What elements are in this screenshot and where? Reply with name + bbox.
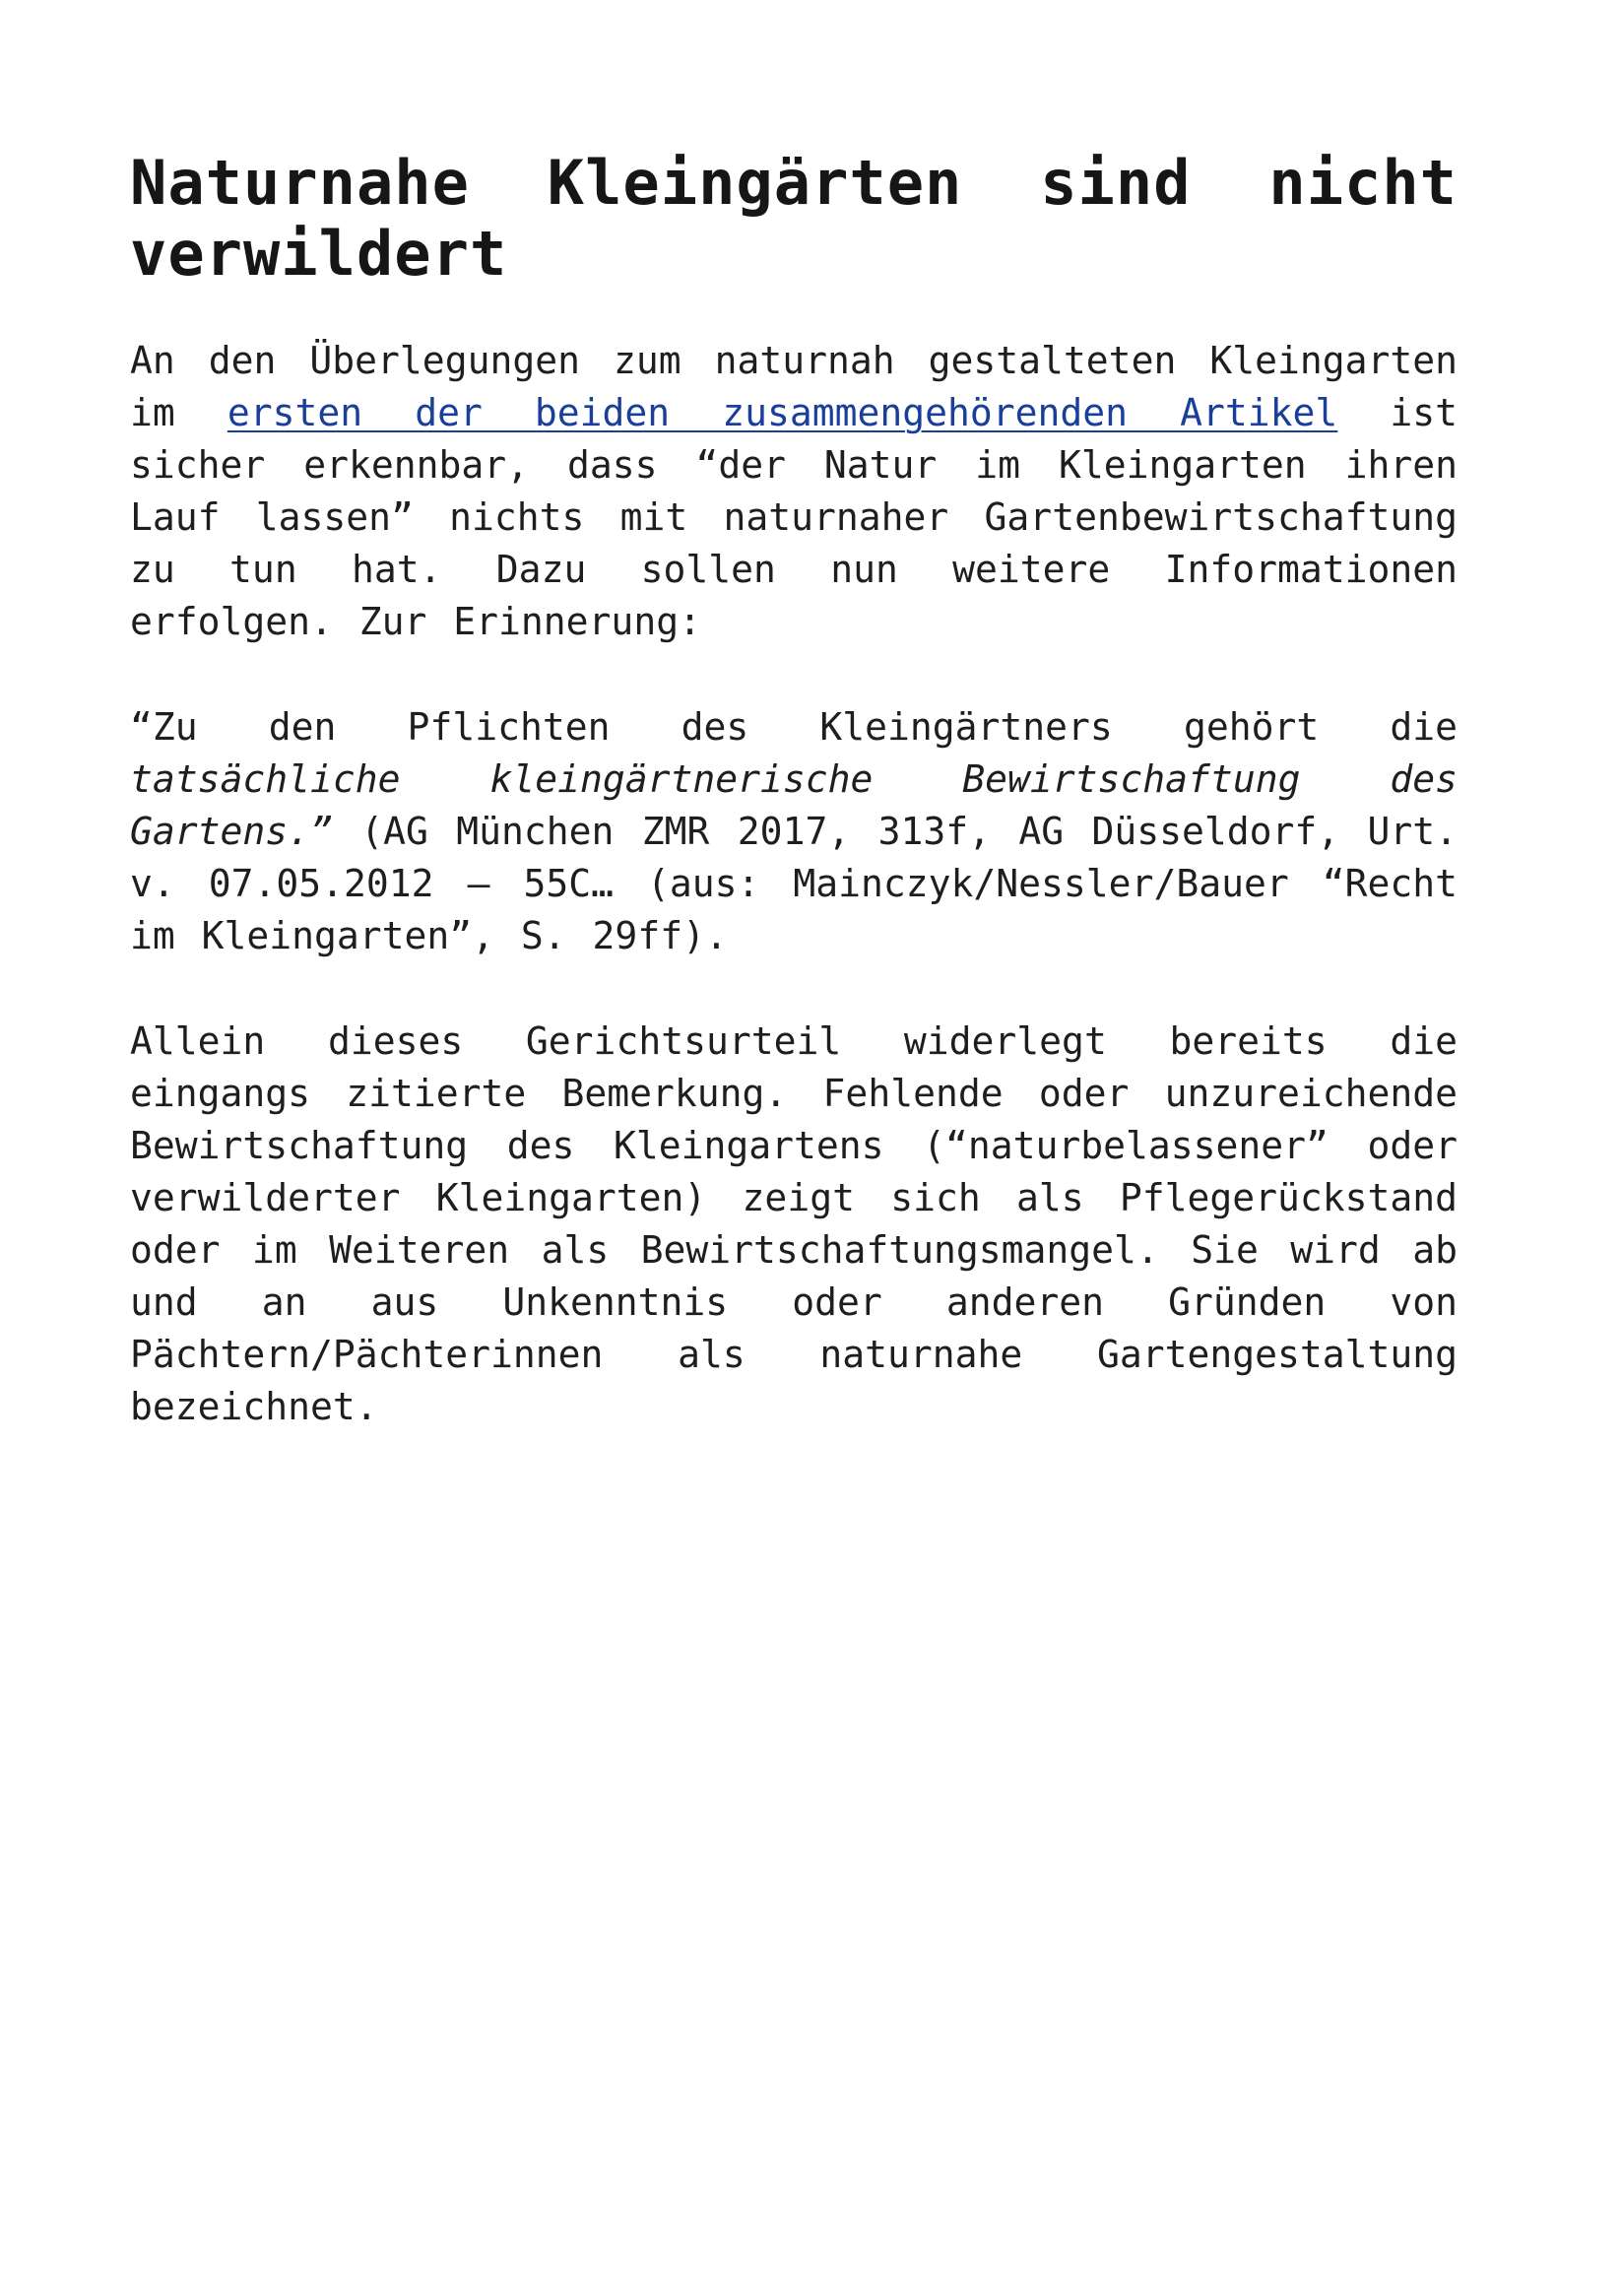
quote-italic-text: tatsächliche kleingärtnerische Bewirtschaftung des Gartens.”: [130, 757, 1458, 853]
intro-text-after-link: ist sicher erkennbar, dass “der Natur im Kleingarten ihren Lauf lassen” nichts mit naturnaher Gartenbewirtschaftung zu tun hat. Dazu sollen nun weitere Informationen erfolgen. Zur Erinnerung:: [130, 391, 1458, 643]
conclusion-paragraph: Allein dieses Gerichtsurteil widerlegt bereits die eingangs zitierte Bemerkung. Fehlende oder unzureichende Bewirtschaftung des Kleingartens (“naturbelassener” oder verwilderter Kleingarten) zeigt sich als Pflegerückstand oder im Weiteren als Bewirtschaftungsmangel. Sie wird ab und an aus Unkenntnis oder anderen Gründen von Pächtern/Pächterinnen als naturnahe Gartengestaltung bezeichnet.: [130, 1019, 1458, 1428]
article-title: Naturnahe Kleingärten sind nicht verwildert: [130, 147, 1458, 290]
quote-text-start: “Zu den Pflichten des Kleingärtners gehört die: [130, 705, 1458, 749]
quote-paragraph: [130, 701, 1458, 962]
intro-text-before-link: An den Überlegungen zum naturnah gestalteten Kleingarten im: [130, 339, 1458, 434]
article: [130, 148, 1458, 1486]
first-article-link[interactable]: ersten der beiden zusammengehörenden Artikel: [227, 391, 1338, 434]
intro-paragraph: [130, 335, 1458, 648]
quote-citation: (AG München ZMR 2017, 313f, AG Düsseldorf, Urt. v. 07.05.2012 – 55C… (aus: Mainczyk/Nessler/Bauer “Recht im Kleingarten”, S. 29ff).: [130, 810, 1458, 957]
